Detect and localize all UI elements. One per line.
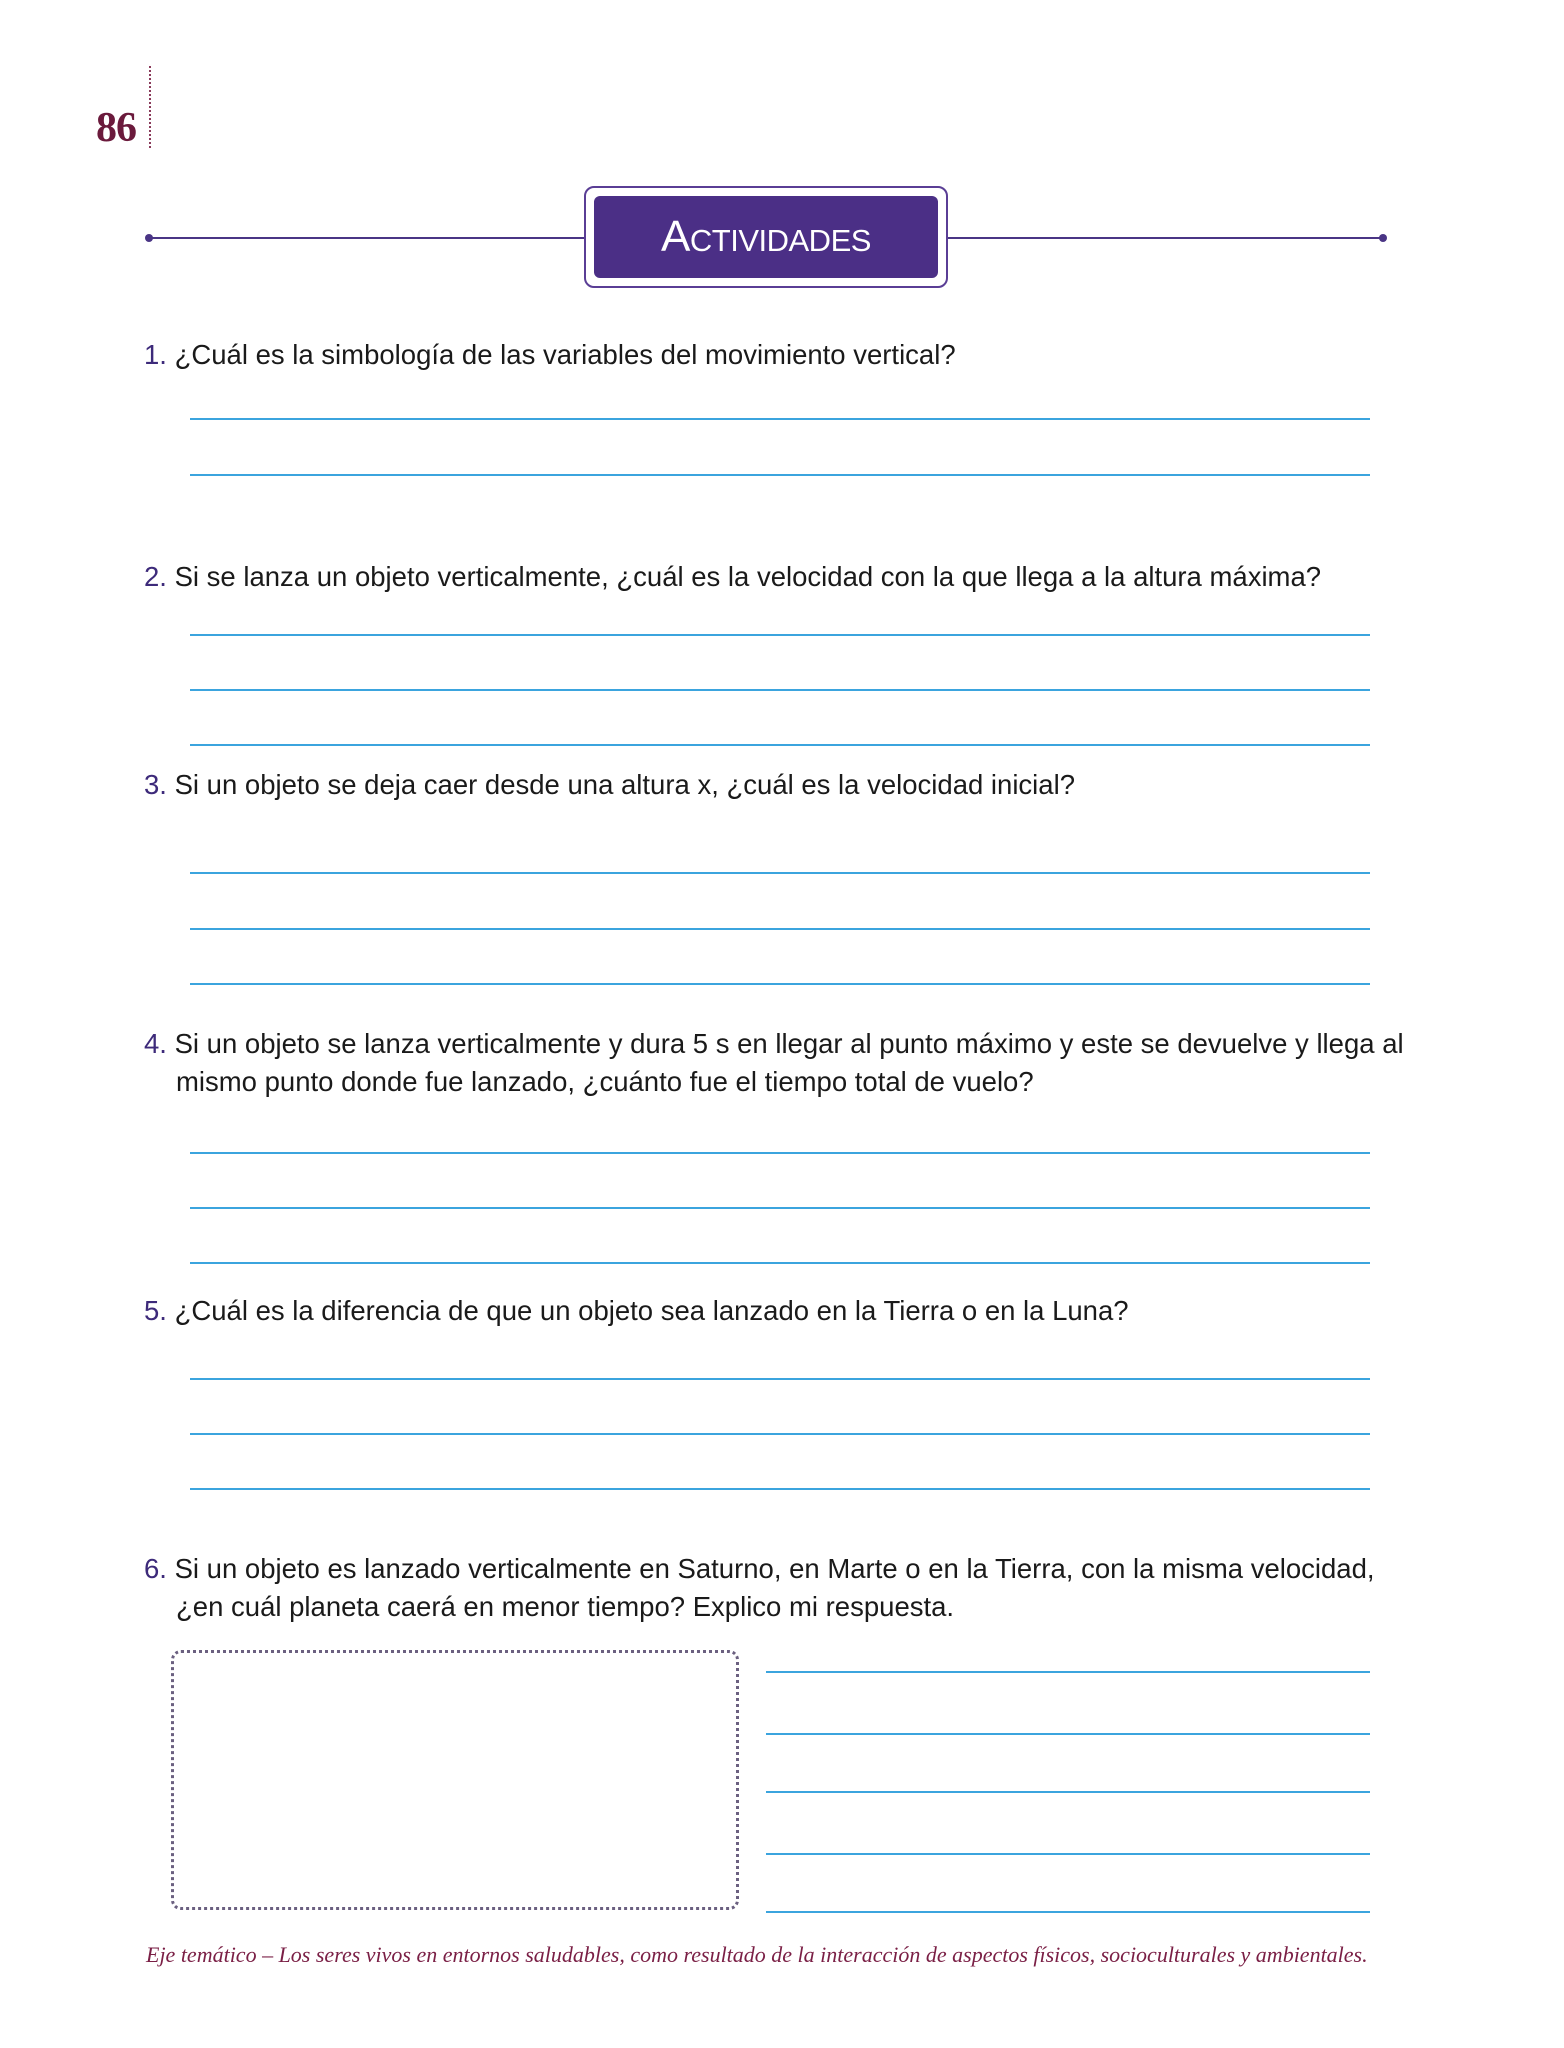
- question-3: [144, 766, 1394, 804]
- question-number: 3.: [144, 769, 167, 800]
- answer-line-5-1[interactable]: [190, 1378, 1370, 1380]
- header-rule-left: [148, 237, 588, 239]
- question-number: 6.: [144, 1553, 167, 1584]
- answer-line-3-3[interactable]: [190, 983, 1370, 985]
- question-1: [144, 336, 1394, 374]
- section-banner: [584, 186, 948, 288]
- answer-line-5-3[interactable]: [190, 1488, 1370, 1490]
- question-6: [144, 1550, 1416, 1626]
- margin-dotted-rule: [149, 66, 151, 148]
- question-text: Si un objeto se lanza verticalmente y dura 5 s en llegar al punto máximo y este se devuelve y llega al mismo punto donde fue lanzado, ¿cuánto fue el tiempo total de vuelo?: [174, 1028, 1404, 1097]
- answer-line-5-2[interactable]: [190, 1433, 1370, 1435]
- question-number: 4.: [144, 1028, 167, 1059]
- answer-line-6-2[interactable]: [766, 1733, 1370, 1735]
- answer-line-2-1[interactable]: [190, 634, 1370, 636]
- answer-line-6-3[interactable]: [766, 1791, 1370, 1793]
- header-rule-right: [946, 237, 1382, 239]
- answer-line-6-1[interactable]: [766, 1671, 1370, 1673]
- answer-line-4-2[interactable]: [190, 1207, 1370, 1209]
- question-2: [144, 558, 1394, 596]
- section-title: Actividades: [594, 196, 938, 278]
- answer-line-3-1[interactable]: [190, 872, 1370, 874]
- answer-line-1-2[interactable]: [190, 474, 1370, 476]
- question-5: [144, 1292, 1394, 1330]
- question-text: Si un objeto es lanzado verticalmente en Saturno, en Marte o en la Tierra, con la misma velocidad, ¿en cuál planeta caerá en menor tiempo? Explico mi respuesta.: [174, 1553, 1375, 1622]
- page-number: 86: [96, 105, 136, 151]
- header-rule-dot-left: [145, 234, 153, 242]
- answer-line-6-5[interactable]: [766, 1911, 1370, 1913]
- answer-line-1-1[interactable]: [190, 418, 1370, 420]
- question-number: 5.: [144, 1295, 167, 1326]
- answer-line-6-4[interactable]: [766, 1853, 1370, 1855]
- answer-line-2-2[interactable]: [190, 689, 1370, 691]
- question-text: ¿Cuál es la diferencia de que un objeto sea lanzado en la Tierra o en la Luna?: [174, 1295, 1129, 1326]
- drawing-box[interactable]: [171, 1650, 739, 1910]
- question-4: [144, 1025, 1416, 1101]
- answer-line-3-2[interactable]: [190, 928, 1370, 930]
- question-text: ¿Cuál es la simbología de las variables del movimiento vertical?: [174, 339, 956, 370]
- header-rule-dot-right: [1379, 234, 1387, 242]
- footer-thematic-axis: Eje temático – Los seres vivos en entornos saludables, como resultado de la interacción de aspectos físicos, socioculturales y ambientales.: [146, 1942, 1368, 1967]
- question-text: Si un objeto se deja caer desde una altura x, ¿cuál es la velocidad inicial?: [174, 769, 1075, 800]
- answer-line-2-3[interactable]: [190, 744, 1370, 746]
- answer-line-4-1[interactable]: [190, 1152, 1370, 1154]
- answer-line-4-3[interactable]: [190, 1262, 1370, 1264]
- question-number: 1.: [144, 339, 167, 370]
- question-number: 2.: [144, 561, 167, 592]
- question-text: Si se lanza un objeto verticalmente, ¿cuál es la velocidad con la que llega a la altura máxima?: [174, 561, 1322, 592]
